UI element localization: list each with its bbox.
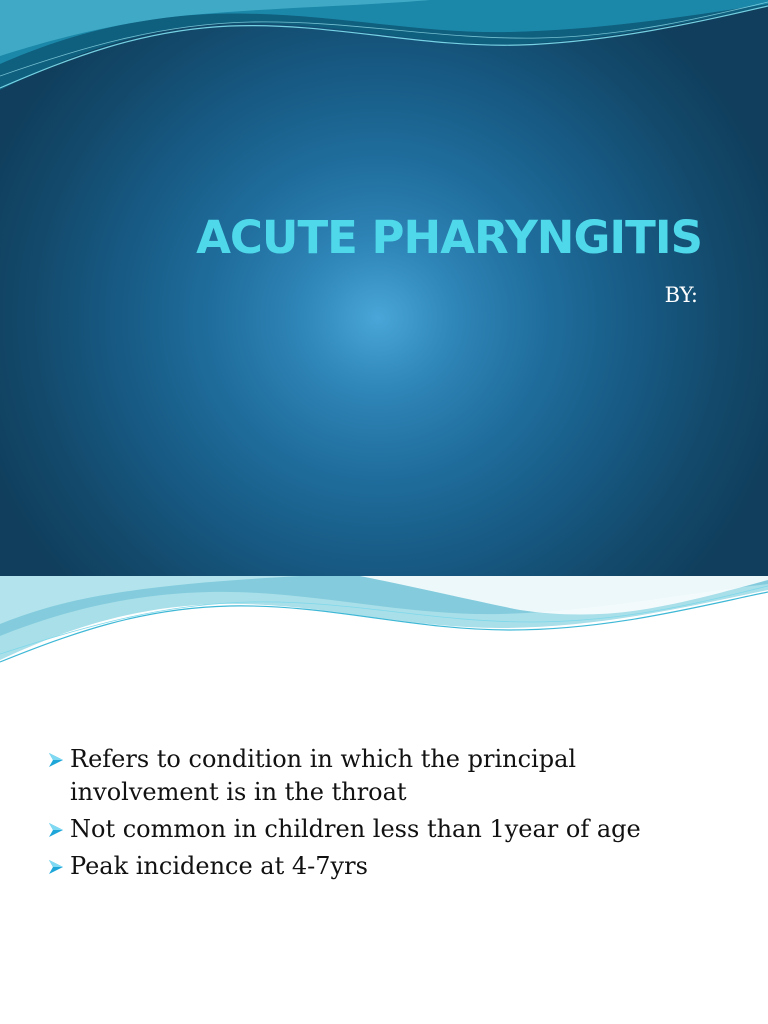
slide-title: ACUTE PHARYNGITIS — [196, 211, 702, 264]
arrow-bullet-icon — [46, 820, 66, 840]
content-slide — [0, 576, 768, 1024]
bullet-text: Not common in children less than 1year of age — [70, 815, 641, 843]
bullet-list — [46, 743, 696, 887]
list-item — [46, 850, 696, 883]
bullet-text: Peak incidence at 4-7yrs — [70, 852, 368, 880]
arrow-bullet-icon — [46, 857, 66, 877]
slide-subtitle: BY: — [664, 283, 698, 307]
list-item — [46, 743, 696, 809]
top-wave-decoration — [0, 0, 768, 110]
arrow-bullet-icon — [46, 750, 66, 770]
bullet-text: Refers to condition in which the principal involvement is in the throat — [70, 745, 577, 806]
top-wave-decoration-light — [0, 576, 768, 676]
list-item — [46, 813, 696, 846]
